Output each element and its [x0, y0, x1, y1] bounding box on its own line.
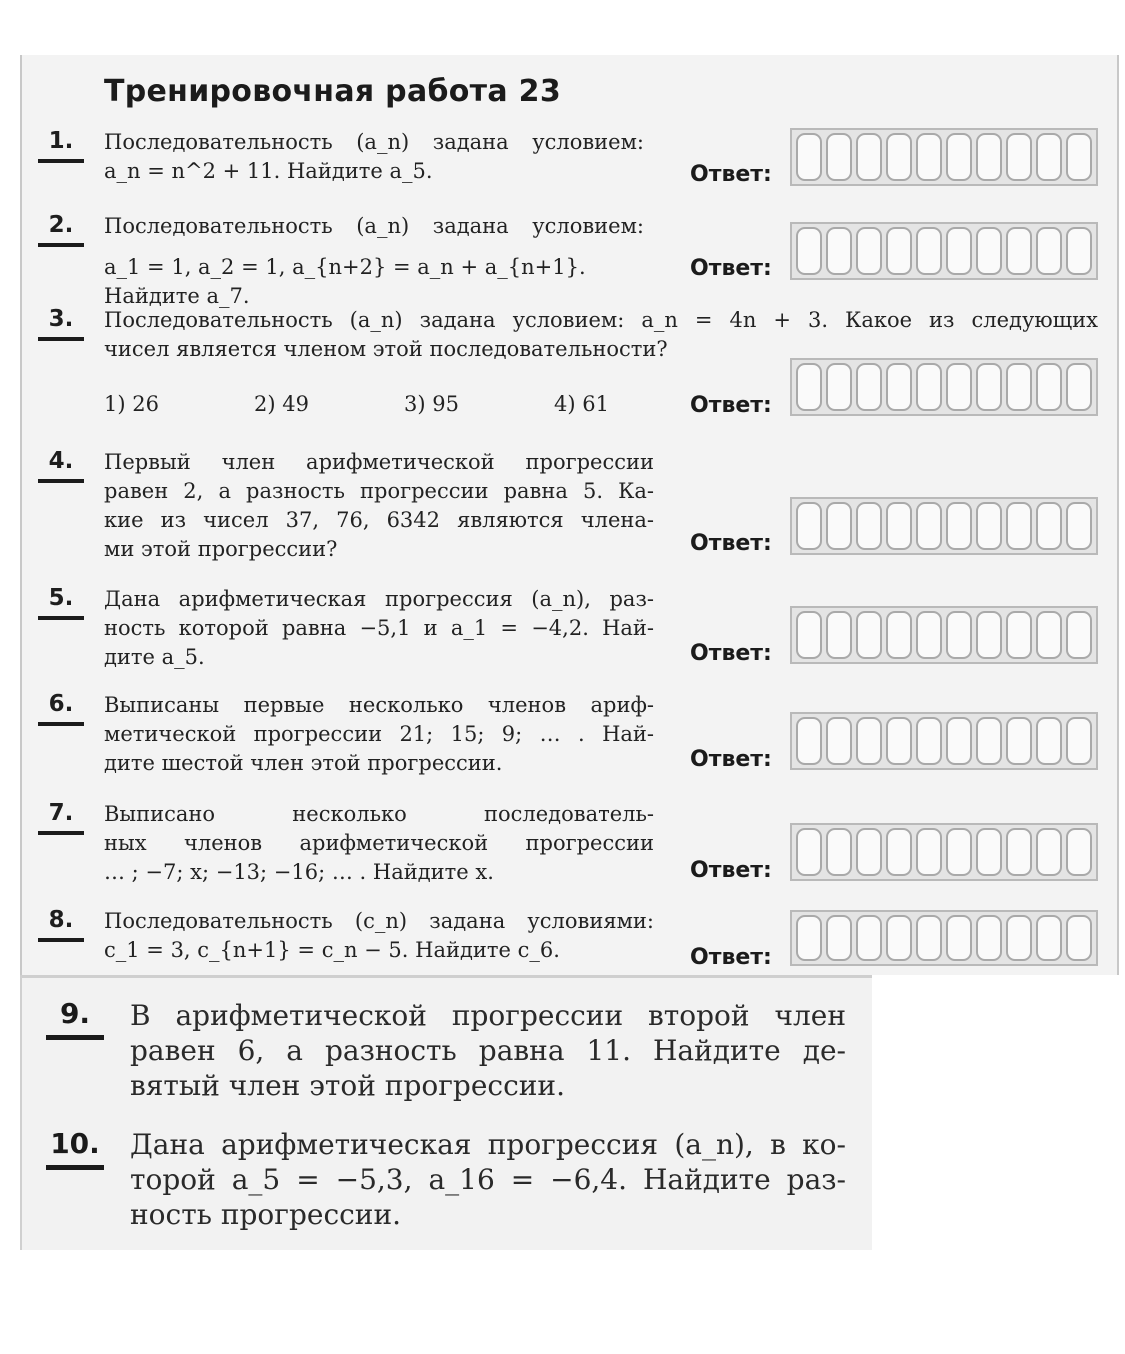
answer-cell[interactable]	[1006, 915, 1032, 961]
task-number: 8.	[38, 907, 84, 933]
answer-cell[interactable]	[826, 363, 852, 411]
answer-cell[interactable]	[796, 717, 822, 765]
option-1: 1) 26	[104, 392, 159, 416]
answer-cell[interactable]	[946, 717, 972, 765]
answer-cell[interactable]	[946, 915, 972, 961]
task-line: Последовательность (a_n) задана условием: a_n = 4n + 3. Какое из следующих	[104, 308, 1098, 332]
answer-cell[interactable]	[886, 611, 912, 659]
task-line: равен 2, а разность прогрессии равна 5. Ка-	[104, 479, 654, 503]
option-4: 4) 61	[554, 392, 609, 416]
task-number: 10.	[46, 1127, 104, 1160]
answer-label: Ответ:	[690, 531, 772, 556]
answer-field[interactable]	[790, 712, 1098, 770]
answer-cell[interactable]	[886, 828, 912, 876]
answer-cell[interactable]	[886, 717, 912, 765]
task-line: Последовательность (c_n) задана условиями:	[104, 909, 654, 933]
answer-cell[interactable]	[1006, 133, 1032, 181]
task-line: В арифметической прогрессии второй член	[130, 999, 846, 1032]
answer-cell[interactable]	[856, 828, 882, 876]
answer-cell[interactable]	[1006, 363, 1032, 411]
answer-cell[interactable]	[796, 227, 822, 275]
answer-cell[interactable]	[916, 227, 942, 275]
task-line: Дана арифметическая прогрессия (a_n), раз-	[104, 587, 654, 611]
answer-cell[interactable]	[916, 611, 942, 659]
answer-cell[interactable]	[1066, 915, 1092, 961]
answer-cell[interactable]	[856, 363, 882, 411]
answer-cell[interactable]	[976, 133, 1002, 181]
answer-cell[interactable]	[1006, 502, 1032, 550]
answer-cell[interactable]	[946, 828, 972, 876]
answer-cell[interactable]	[946, 502, 972, 550]
task-4-text	[104, 448, 654, 564]
task-line: Последовательность (a_n) задана условием:	[104, 130, 644, 154]
answer-cell[interactable]	[916, 133, 942, 181]
answer-cell[interactable]	[1036, 611, 1062, 659]
answer-cell[interactable]	[856, 133, 882, 181]
task-6-text	[104, 691, 654, 778]
answer-cell[interactable]	[1006, 611, 1032, 659]
answer-cell[interactable]	[916, 828, 942, 876]
answer-cell[interactable]	[1066, 363, 1092, 411]
answer-cell[interactable]	[1066, 227, 1092, 275]
answer-cell[interactable]	[1066, 717, 1092, 765]
task-3-text	[104, 306, 1098, 364]
answer-cell[interactable]	[976, 502, 1002, 550]
task-line: дите a_5.	[104, 645, 205, 669]
task-line: вятый член этой прогрессии.	[130, 1069, 565, 1102]
answer-field[interactable]	[790, 910, 1098, 966]
answer-cell[interactable]	[826, 502, 852, 550]
task-8-text	[104, 907, 654, 965]
answer-cell[interactable]	[886, 502, 912, 550]
task-line: метической прогрессии 21; 15; 9; … . Най-	[104, 722, 654, 746]
answer-label: Ответ:	[690, 393, 772, 418]
task-5-text	[104, 585, 654, 672]
task-line: c_1 = 3, c_{n+1} = c_n − 5. Найдите c_6.	[104, 938, 560, 962]
task-number: 2.	[38, 212, 84, 238]
answer-cell[interactable]	[886, 363, 912, 411]
answer-cell[interactable]	[1006, 828, 1032, 876]
answer-cell[interactable]	[886, 133, 912, 181]
task-9-text	[130, 998, 846, 1103]
answer-field[interactable]	[790, 128, 1098, 186]
worksheet-title: Тренировочная работа 23	[104, 74, 561, 109]
answer-cell[interactable]	[826, 717, 852, 765]
task-line: ных членов арифметической прогрессии	[104, 831, 654, 855]
option-3: 3) 95	[404, 392, 459, 416]
answer-cell[interactable]	[796, 915, 822, 961]
answer-label: Ответ:	[690, 256, 772, 281]
task-line: чисел является членом этой последовательности?	[104, 337, 668, 361]
task-line: … ; −7; x; −13; −16; … . Найдите x.	[104, 860, 494, 884]
answer-cell[interactable]	[1066, 133, 1092, 181]
task-number: 1.	[38, 128, 84, 154]
task-line: a_1 = 1, a_2 = 1, a_{n+2} = a_n + a_{n+1}. Найдите a_7.	[104, 255, 586, 308]
answer-cell[interactable]	[946, 363, 972, 411]
answer-cell[interactable]	[946, 133, 972, 181]
answer-cell[interactable]	[1006, 227, 1032, 275]
task-line: Последовательность (a_n) задана условием:	[104, 214, 644, 238]
task-number: 7.	[38, 800, 84, 826]
answer-cell[interactable]	[916, 502, 942, 550]
answer-cell[interactable]	[796, 133, 822, 181]
answer-cell[interactable]	[976, 227, 1002, 275]
task-7-text	[104, 800, 654, 887]
answer-cell[interactable]	[826, 227, 852, 275]
answer-cell[interactable]	[1066, 611, 1092, 659]
answer-label: Ответ:	[690, 945, 772, 970]
task-number: 6.	[38, 691, 84, 717]
task-line: дите шестой член этой прогрессии.	[104, 751, 503, 775]
answer-cell[interactable]	[916, 915, 942, 961]
task-line: ми этой прогрессии?	[104, 537, 338, 561]
answer-cell[interactable]	[856, 227, 882, 275]
answer-cell[interactable]	[1036, 717, 1062, 765]
answer-cell[interactable]	[946, 611, 972, 659]
answer-cell[interactable]	[1066, 502, 1092, 550]
answer-field[interactable]	[790, 497, 1098, 555]
answer-cell[interactable]	[796, 611, 822, 659]
answer-cell[interactable]	[916, 717, 942, 765]
answer-cell[interactable]	[1036, 227, 1062, 275]
task-line: равен 6, а разность равна 11. Найдите де-	[130, 1034, 846, 1067]
answer-cell[interactable]	[1036, 133, 1062, 181]
task-line: Выписано несколько последователь-	[104, 802, 654, 826]
answer-field[interactable]	[790, 222, 1098, 280]
answer-cell[interactable]	[826, 915, 852, 961]
answer-field[interactable]	[790, 823, 1098, 881]
task-2-text	[104, 212, 644, 311]
task-10-text	[130, 1127, 846, 1232]
answer-label: Ответ:	[690, 858, 772, 883]
answer-cell[interactable]	[796, 828, 822, 876]
answer-cell[interactable]	[886, 227, 912, 275]
option-2: 2) 49	[254, 392, 309, 416]
answer-label: Ответ:	[690, 162, 772, 187]
answer-cell[interactable]	[946, 227, 972, 275]
answer-label: Ответ:	[690, 747, 772, 772]
task-line: a_n = n^2 + 11. Найдите a_5.	[104, 159, 433, 183]
task-line: Первый член арифметической прогрессии	[104, 450, 654, 474]
answer-cell[interactable]	[886, 915, 912, 961]
answer-cell[interactable]	[856, 502, 882, 550]
task-line: торой a_5 = −5,3, a_16 = −6,4. Найдите раз-	[130, 1163, 846, 1196]
answer-cell[interactable]	[856, 611, 882, 659]
answer-label: Ответ:	[690, 641, 772, 666]
answer-cell[interactable]	[856, 915, 882, 961]
answer-cell[interactable]	[1036, 502, 1062, 550]
answer-cell[interactable]	[976, 363, 1002, 411]
answer-field[interactable]	[790, 358, 1098, 416]
task-line: Выписаны первые несколько членов ариф-	[104, 693, 654, 717]
answer-cell[interactable]	[826, 611, 852, 659]
answer-cell[interactable]	[826, 828, 852, 876]
answer-field[interactable]	[790, 606, 1098, 664]
task-line: ность которой равна −5,1 и a_1 = −4,2. Най-	[104, 616, 654, 640]
task-line: Дана арифметическая прогрессия (a_n), в ко-	[130, 1128, 846, 1161]
task-number: 5.	[38, 585, 84, 611]
answer-cell[interactable]	[976, 717, 1002, 765]
answer-cell[interactable]	[1036, 363, 1062, 411]
task-number: 4.	[38, 448, 84, 474]
answer-cell[interactable]	[856, 717, 882, 765]
answer-cell[interactable]	[1036, 915, 1062, 961]
answer-cell[interactable]	[1066, 828, 1092, 876]
answer-cell[interactable]	[916, 363, 942, 411]
task-number: 3.	[38, 306, 84, 332]
answer-cell[interactable]	[976, 611, 1002, 659]
answer-cell[interactable]	[976, 828, 1002, 876]
answer-cell[interactable]	[796, 363, 822, 411]
task-line: ность прогрессии.	[130, 1198, 402, 1231]
task-number: 9.	[46, 997, 104, 1030]
answer-cell[interactable]	[976, 915, 1002, 961]
task-1-text	[104, 128, 644, 186]
answer-cell[interactable]	[1036, 828, 1062, 876]
answer-cell[interactable]	[1006, 717, 1032, 765]
task-line: кие из чисел 37, 76, 6342 являются члена-	[104, 508, 654, 532]
answer-cell[interactable]	[826, 133, 852, 181]
answer-cell[interactable]	[796, 502, 822, 550]
